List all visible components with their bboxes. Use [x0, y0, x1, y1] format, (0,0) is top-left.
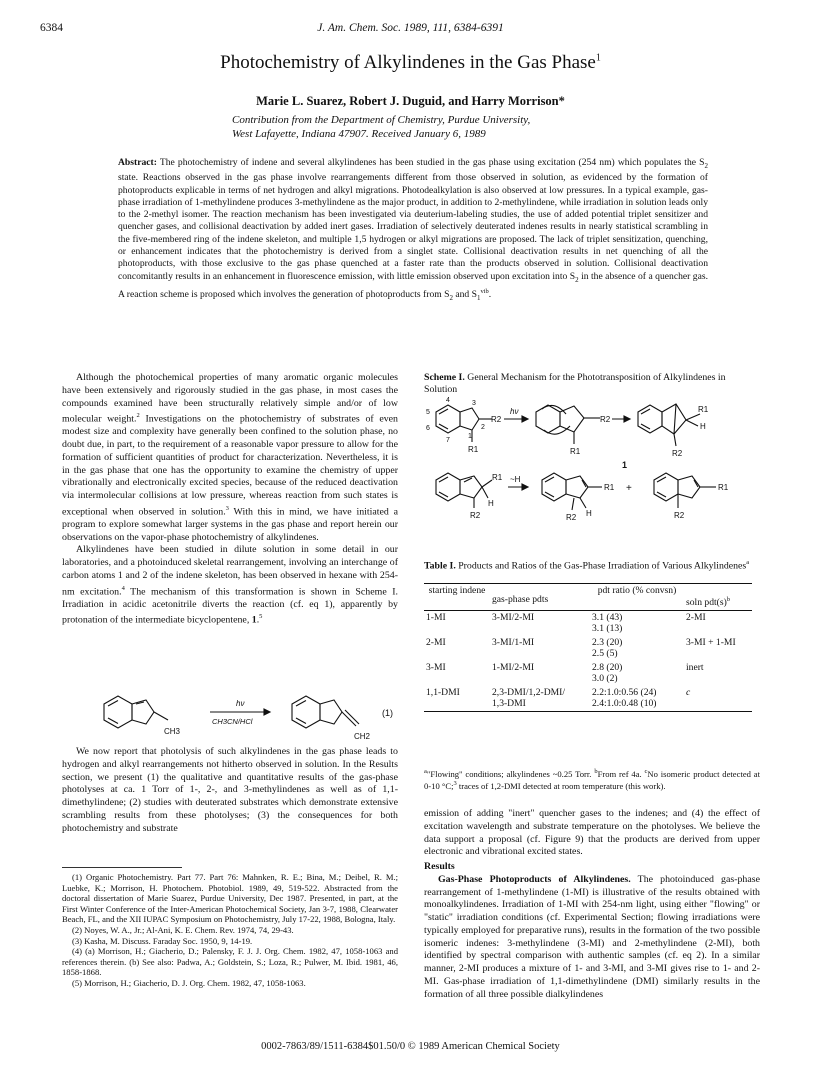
- scheme-r2-label: R2: [491, 415, 502, 424]
- intro-paragraph-3: We now report that photolysis of such alkylindenes in the gas phase leads to hydrogen and alkyl rearrangements not hitherto observed in solution. In the Results section, we present (1) the qualitative and quantitative results of the gas-phase photolyses at ca. 1 Torr of 1-, 2-, and 3-methylindenes as well as of 1,1-dimethylindene; (2) studies with deuterated substrates which demonstrate extensive scrambling results from these photolyses; (3) the consequences for both photochemistry and substrate: [62, 746, 398, 834]
- scheme-1-diagram: [424, 396, 760, 548]
- compound-1-label: 1: [622, 460, 628, 470]
- svg-text:R1: R1: [604, 483, 615, 492]
- equation-1: [92, 692, 398, 744]
- svg-text:R1: R1: [698, 405, 709, 414]
- footnote-2: (2) Noyes, W. A., Jr.; Al-Ani, K. E. Chem. Rev. 1974, 74, 29-43.: [72, 924, 294, 935]
- table-row: 1-MI 3-MI/2-MI 3.1 (43) 3.1 (13) 2-MI: [426, 611, 706, 635]
- col-header-pdt-ratio: pdt ratio (% convsn): [597, 585, 677, 596]
- eq-ch2-label: CH2: [354, 732, 371, 741]
- footnote-rule: [62, 867, 182, 868]
- svg-text:7: 7: [446, 437, 450, 444]
- scheme-r1-label: R1: [468, 445, 479, 454]
- left-column-intro: [62, 372, 398, 627]
- svg-text:H: H: [700, 422, 706, 431]
- table-row: 2-MI 3-MI/1-MI 2.3 (20) 2.5 (5) 3-MI + 1-MI: [426, 636, 736, 660]
- col-header-soln-pdts: soln $pdt(s)^b$: [686, 596, 731, 609]
- svg-text:R2: R2: [672, 449, 683, 458]
- table-row: 1,1-DMI 2,3-DMI/1,2-DMI/ 1,3-DMI 2.2:1.0:0.56 (24) 2.4:1.0:0.48 (10) c: [424, 686, 752, 712]
- svg-text:R2: R2: [470, 511, 481, 520]
- copyright-footer: 0002-7863/89/1511-6384$01.50/0 © 1989 American Chemical Society: [261, 1041, 560, 1052]
- svg-text:R2: R2: [566, 513, 577, 522]
- journal-citation: J. Am. Chem. Soc. 1989, 111, 6384-6391: [317, 22, 504, 34]
- svg-text:R1: R1: [492, 473, 503, 482]
- results-heading: Results: [424, 861, 455, 872]
- footnotes: [62, 872, 398, 989]
- footnote-4: (4) (a) Morrison, H.; Giacherio, D.; Palensky, F. J. J. Org. Chem. 1982, 47, 1058-1063 and references therein. (b) See also: Padwa, A.; Goldstein, S.; Loza, R.; Pulwer, M. Ibid. 1981, 46, 1858-1868.: [62, 946, 398, 978]
- svg-text:4: 4: [446, 397, 450, 404]
- article-title: Photochemistry of Alkylindenes in the Gas Phase$^1$: [220, 52, 601, 73]
- table-1: [424, 583, 752, 712]
- col-header-gas-phase-pdts: gas-phase pdts: [492, 594, 549, 605]
- page-number: 6384: [40, 22, 63, 34]
- svg-text:R2: R2: [674, 511, 685, 520]
- svg-text:3: 3: [472, 400, 476, 407]
- abstract: Abstract: The photochemistry of indene and several alkylindenes has been studied in the gas phase using excitation (254 nm) which populates the $S_2$ state. Reactions observed in the gas phase involve rearrangements different from those observed in solution, as evidenced by the formation of photoproducts explicable in terms of net hydrogen and alkyl migrations. Photodealkylation is also observed at low pressures. In a typical example, gas-phase irradiation of 1-methylindene produces 3-methylindene as the major product, in addition to 2-methylindene, while irradiation in solution leads only to the 2-methyl isomer. The reaction mechanism has been investigated via deuterium-labeling studies, the use of added potential triplet sensitizer and quencher gases, and collisional deactivation by added inert gases. Irradiation of selectively deuterated indenes results in nearly statistical scrambling in the five-membered ring of the indene skeleton, and multiple 1,5 hydrogen or alkyl migrations are proposed. The lack of triplet sensitization, quenching, or enhancement indicates that the photochemistry is derived from a singlet state. Collisional deactivation results in net quenching of all the photoproducts, with those exclusive to the gas phase quenched at a faster rate than the products observed in solution. Collisional deactivation concomitantly results in an enhancement in fluorescence emission, with little emission observed upon excitation into $S_2$ in the absence of a quencher gas. A reaction scheme is proposed which involves the generation of photoproducts from $S_2$ and $S_1^{vib}$.: [118, 157, 708, 302]
- svg-text:R1: R1: [718, 483, 729, 492]
- svg-text:5: 5: [426, 409, 430, 416]
- right-column-text: [424, 808, 760, 1001]
- intro-paragraph-1: Although the photochemical properties of many aromatic organic molecules have been extensively and rigorously studied in the gas phase, in most cases the compounds examined have been structurally relatively simple and/or of low molecular weight.$^2$ Investigations on the photochemistry of substrates of even modest size and complexity have generally been confined to the solution phase, no doubt due, in part, to the requirement of a reasonable vapor pressure to allow for the formation of sufficient quantities of product for characterization. Nevertheless, it is in the gas phase that one has the opportunity to examine the chemistry of upper vibrationally and electronically excited species, because of the reduced deactivation via intermolecular collisions at low pressure, whereas reaction from such states is exceptional when observed in solution.$^3$ With this in mind, we have initiated a program to explore somewhat larger systems in the gas phase and report herein our observations on the vapor-phase photochemistry of alkylindenes.: [62, 372, 398, 543]
- results-paragraph: Gas-Phase Photoproducts of Alkylindenes. The photoinduced gas-phase rearrangement of 1-methylindene (1-MI) is illustrative of the results obtained with monoalkylindenes. Irradiation of 1-MI with 254-nm light, using either "flowing" or "static" irradiation conditions (cf. Experimental Section; flowing irradiations were typically employed for preparative runs), results in the formation of the two possible isomeric indenes: 3-methylindene (3-MI) and 2-methylindene (2-MI), both identified by spectral comparison with authentic samples (cf. eq 2). In a similar manner, 2-MI produces a mixture of 1- and 3-MI, and 3-MI gives rise to 1- and 2-MI. Gas-phase irradiation of 1,1-dimethylindene (DMI) similarly results in the formation of all three possible dialkylindenes: [424, 873, 760, 1000]
- svg-text:R1: R1: [570, 447, 581, 456]
- eq-number: (1): [382, 708, 393, 718]
- col-header-starting-indene: starting indene: [428, 585, 486, 596]
- svg-text:1: 1: [468, 433, 472, 440]
- svg-text:R2: R2: [600, 415, 611, 424]
- svg-text:2: 2: [481, 424, 485, 431]
- footnote-1: (1) Organic Photochemistry. Part 77. Part 76: Mahnken, R. E.; Bina, M.; Deibel, R. M.; Luebke, K.; Morrison, H. Photochem. Photobiol. 1989, 49, 519-522. Abstracted from the doctoral dissertation of Marie Suarez, Purdue University, Dec 1987. Presented, in part, at the First Winter Conference of the Inter-American Photochemical Society, Jan 3-7, 1988, Clearwater Beach, FL, and the XII IUPAC Symposium on Photochemistry, July 17-22, 1988, Bologna, Italy.: [62, 872, 398, 925]
- scheme-plus: +: [626, 483, 632, 494]
- authors: Marie L. Suarez, Robert J. Duguid, and Harry Morrison*: [256, 94, 565, 108]
- right-paragraph-cont: emission of adding "inert" quencher gases to the indenes; and (4) the effect of excitation wavelength and substrate temperature on the photolyses. We believe the data support a proposal (cf. Figure 9) that the products are derived from upper electronic and vibrational excited states.: [424, 808, 760, 858]
- scheme-hv-label: hν: [510, 407, 519, 416]
- table-notes: $^a$"Flowing" conditions; alkylindenes ~0.25 Torr. $^b$From ref 4a. $^c$No isomeric product detected at 0-10 °C;$^3$ traces of 1,2-DMI detected at room temperature (this work).: [424, 768, 760, 792]
- footnote-3: (3) Kasha, M. Discuss. Faraday Soc. 1950, 9, 14-19.: [72, 935, 253, 946]
- affiliation: Contribution from the Department of Chemistry, Purdue University, West Lafayette, Indiana 47907. Received January 6, 1989: [232, 114, 531, 140]
- scheme-caption: Scheme I. General Mechanism for the Phototransposition of Alkylindenes in Solution: [424, 372, 726, 395]
- svg-text:H: H: [488, 499, 494, 508]
- eq-ch3-label: CH3: [164, 727, 181, 736]
- eq-hv-label: hν: [236, 699, 245, 708]
- table-caption: Table I. Products and Ratios of the Gas-Phase Irradiation of Various Alkylindenes$^a$: [424, 559, 750, 572]
- svg-text:6: 6: [426, 425, 430, 432]
- table-row: 3-MI 1-MI/2-MI 2.8 (20) 3.0 (2) inert: [426, 661, 704, 685]
- svg-text:H: H: [586, 509, 592, 518]
- left-column-para3: [62, 746, 398, 835]
- intro-paragraph-2: Alkylindenes have been studied in dilute solution in some detail in our laboratories, and a photoinduced skeletal rearrangement, involving an interchange of carbon atoms 1 and 2 of the indene skeleton, has been observed in hexane with 254-nm excitation.$^4$ The mechanism of this transformation is shown in Scheme I. Irradiation in acidic acetonitrile diverts the reaction (cf. eq 1), apparently by protonation of the intermediate bicyclopentene, 1.$^5$: [62, 544, 398, 626]
- footnote-5: (5) Morrison, H.; Giacherio, D. J. Org. Chem. 1982, 47, 1058-1063.: [72, 977, 306, 988]
- scheme-hshift-label: ~H: [510, 475, 521, 484]
- eq-conditions: CH3CN/HCl: [212, 717, 253, 726]
